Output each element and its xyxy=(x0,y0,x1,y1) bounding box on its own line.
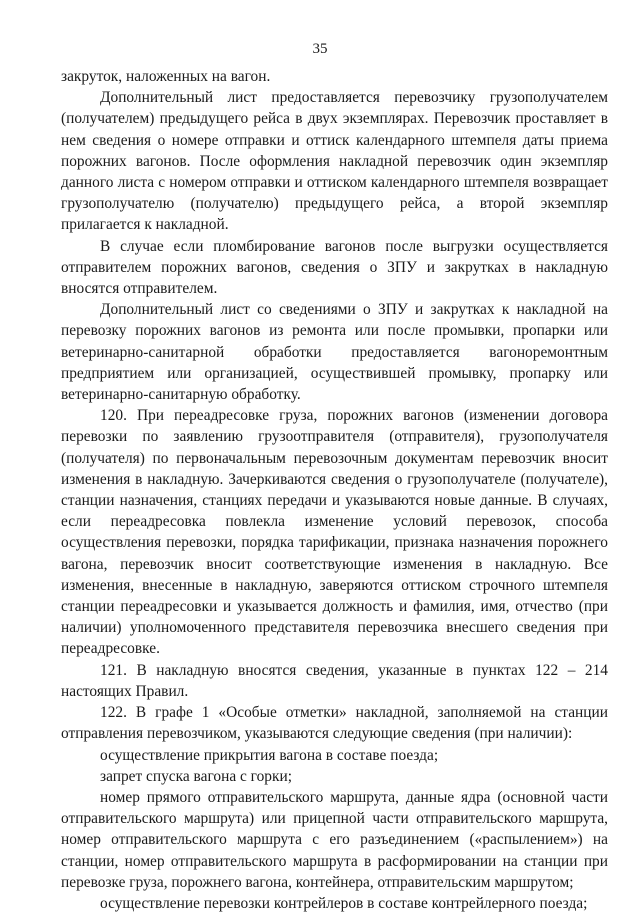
paragraph-item-121: 121. В накладную вносятся сведения, указанные в пунктах 122 – 214 настоящих Правил. xyxy=(61,661,608,700)
paragraph-item-120: 120. При переадресовке груза, порожних вагонов (изменении договора перевозки по заявлению грузоотправителя (отправителя), грузополучателя (получателя) по первоначальным перевозочным документам перевозчик вносит изменения в накладную. Зачеркиваются сведения о грузополучателе (получателе), станции назначения, станциях передачи и указываются новые данные. В случаях, если переадресовка повлекла изменение условий перевозок, способа осуществления перевозки, порядка тарификации, признака назначения порожнего вагона, перевозчик вносит соответствующие изменения в накладную. Все изменения, внесенные в накладную, заверяются оттиском строчного штемпеля станции переадресовки и указывается должность и фамилия, имя, отчество (при наличии) уполномоченного представителя перевозчика внесшего сведения при переадресовке. xyxy=(61,407,608,658)
paragraph: В случае если пломбирование вагонов после выгрузки осуществляется отправителем порожних вагонов, сведения о ЗПУ и закрутках в накладную вносятся отправителем. xyxy=(61,237,608,298)
list-item: осуществление прикрытия вагона в составе поезда; xyxy=(100,746,439,764)
body-text xyxy=(61,66,608,914)
paragraph: Дополнительный лист предоставляется перевозчику грузополучателем (получателем) предыдущего рейса в двух экземплярах. Перевозчик проставляет в нем сведения о номере отправки и оттиск календарного штемпеля даты приема порожних вагонов. После оформления накладной перевозчик один экземпляр данного листа с номером отправки и оттиском календарного штемпеля возвращает грузополучателю (получателю) предыдущего рейса, а второй экземпляр прилагается к накладной. xyxy=(61,89,608,234)
list-item: осуществление перевозки контрейлеров в составе контрейлерного поезда; xyxy=(100,894,588,912)
list-item: номер прямого отправительского маршрута, данные ядра (основной части отправительского маршрута) или прицепной части отправительского маршрута, номер отправительского маршрута с его разъединением («распылением») на станции, номер отправительского маршрута в расформировании на станции при перевозке груза, порожнего вагона, контейнера, отправительским маршрутом; xyxy=(61,788,608,891)
paragraph-item-122: 122. В графе 1 «Особые отметки» накладной, заполняемой на станции отправления перевозчиком, указываются следующие сведения (при наличии): xyxy=(61,704,608,743)
paragraph: Дополнительный лист со сведениями о ЗПУ и закрутках к накладной на перевозку порожних вагонов из ремонта или после промывки, пропарки или ветеринарно-санитарной обработки предоставляется вагоноремонтным предприятием или организацией, осуществившей промывку, пропарку или ветеринарно-санитарную обработку. xyxy=(61,301,608,404)
page-number: 35 xyxy=(312,41,328,57)
paragraph: закруток, наложенных на вагон. xyxy=(61,68,271,85)
list-item: запрет спуска вагона с горки; xyxy=(100,767,292,785)
